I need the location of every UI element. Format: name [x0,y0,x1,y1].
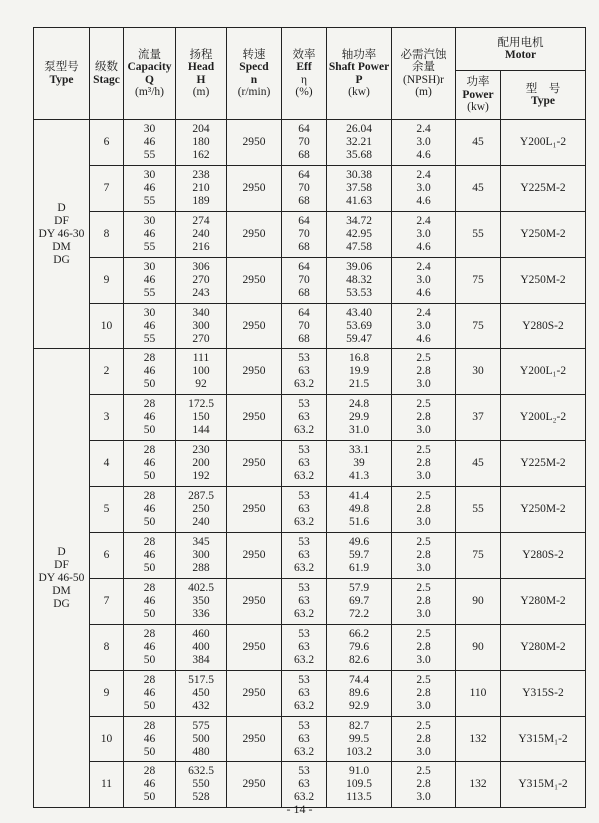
motor-type-cell: Y250M-2 [501,487,586,533]
pump-type-line: DG [53,597,70,610]
eff-cell: 64 70 68 [282,120,327,166]
capacity-cell: 28 46 50 [124,533,176,579]
pump-type-line: DM [52,240,71,253]
motor-power-cell: 132 [456,762,501,808]
col-npsh-en: (NPSH)r [403,73,444,86]
capacity-cell: 28 46 50 [124,624,176,670]
npsh-cell: 2.5 2.8 3.0 [392,762,456,808]
eff-cell: 53 63 63.2 [282,578,327,624]
eff-cell: 64 70 68 [282,165,327,211]
pump-type-line: DF [54,214,69,227]
eff-cell: 53 63 63.2 [282,395,327,441]
capacity-cell: 28 46 50 [124,487,176,533]
motor-type-cell: Y280S-2 [501,533,586,579]
table-row [34,349,586,395]
col-capacity-sym: Q [145,73,154,86]
stage-cell: 2 [90,349,124,395]
table-row [34,441,586,487]
speed-cell: 2950 [227,395,282,441]
npsh-cell: 2.5 2.8 3.0 [392,487,456,533]
stage-cell: 4 [90,441,124,487]
eff-cell: 53 63 63.2 [282,624,327,670]
power-cell: 26.04 32.21 35.68 [327,120,392,166]
eff-cell: 53 63 63.2 [282,670,327,716]
speed-cell: 2950 [227,624,282,670]
power-cell: 16.8 19.9 21.5 [327,349,392,395]
capacity-cell: 28 46 50 [124,716,176,762]
head-cell: 460 400 384 [176,624,227,670]
speed-cell: 2950 [227,303,282,349]
table-body [34,120,586,808]
eff-cell: 64 70 68 [282,303,327,349]
col-power-cn: 轴功率 [341,48,377,61]
stage-cell: 9 [90,257,124,303]
col-capacity-unit: (m³/h) [135,86,164,98]
col-head [176,28,227,120]
motor-type-cell: Y250M-2 [501,257,586,303]
npsh-cell: 2.5 2.8 3.0 [392,349,456,395]
motor-power-cell: 75 [456,257,501,303]
eff-cell: 53 63 63.2 [282,716,327,762]
power-cell: 39.06 48.32 53.53 [327,257,392,303]
pump-type-line: DY 46-30 [38,227,85,240]
table-row [34,257,586,303]
power-cell: 33.1 39 41.3 [327,441,392,487]
col-motor-en: Motor [504,49,537,61]
capacity-cell: 30 46 55 [124,257,176,303]
motor-type-cell: Y315M₁-2 [501,762,586,808]
page-number: - 14 - [286,802,313,816]
eff-cell: 64 70 68 [282,257,327,303]
table-row [34,670,586,716]
motor-power-cell: 75 [456,533,501,579]
speed-cell: 2950 [227,762,282,808]
eff-cell: 53 63 63.2 [282,533,327,579]
motor-type-cell: Y280M-2 [501,578,586,624]
head-cell: 402.5 350 336 [176,578,227,624]
power-cell: 49.6 59.7 61.9 [327,533,392,579]
npsh-cell: 2.5 2.8 3.0 [392,533,456,579]
table-row [34,624,586,670]
pump-type-line: D [57,545,66,558]
speed-cell: 2950 [227,257,282,303]
col-motor-type-cn: 型 号 [525,82,561,95]
speed-cell: 2950 [227,670,282,716]
capacity-cell: 28 46 50 [124,441,176,487]
capacity-cell: 30 46 55 [124,165,176,211]
col-head-en: Head [187,61,215,73]
motor-type-cell: Y225M-2 [501,441,586,487]
col-capacity-en: Capacity [127,61,172,73]
motor-type-cell: Y315S-2 [501,670,586,716]
npsh-cell: 2.5 2.8 3.0 [392,395,456,441]
table-row [34,395,586,441]
power-cell: 74.4 89.6 92.9 [327,670,392,716]
motor-type-cell: Y225M-2 [501,165,586,211]
motor-type-cell: Y200L₁-2 [501,120,586,166]
head-cell: 274 240 216 [176,211,227,257]
col-npsh-unit: (m) [415,86,432,98]
eff-cell: 53 63 63.2 [282,487,327,533]
head-cell: 632.5 550 528 [176,762,227,808]
col-power-unit: (kw) [348,86,370,98]
pump-spec-table [33,27,586,808]
power-cell: 82.7 99.5 103.2 [327,716,392,762]
capacity-cell: 30 46 55 [124,211,176,257]
motor-power-cell: 55 [456,487,501,533]
eff-cell: 53 63 63.2 [282,349,327,395]
col-type [34,28,90,120]
col-type-en: Type [49,73,74,86]
capacity-cell: 28 46 50 [124,578,176,624]
col-eff-cn: 效率 [292,48,316,61]
table-row [34,211,586,257]
speed-cell: 2950 [227,441,282,487]
power-cell: 43.40 53.69 59.47 [327,303,392,349]
power-cell: 34.72 42.95 47.58 [327,211,392,257]
motor-power-cell: 45 [456,120,501,166]
motor-type-cell: Y250M-2 [501,211,586,257]
power-cell: 41.4 49.8 51.6 [327,487,392,533]
head-cell: 238 210 189 [176,165,227,211]
pump-type-line: DM [52,584,71,597]
eff-cell: 64 70 68 [282,211,327,257]
head-cell: 111 100 92 [176,349,227,395]
col-eff-unit: (%) [295,86,313,98]
pump-type-line: DY 46-50 [38,571,85,584]
col-capacity [124,28,176,120]
power-cell: 66.2 79.6 82.6 [327,624,392,670]
npsh-cell: 2.5 2.8 3.0 [392,624,456,670]
motor-power-cell: 110 [456,670,501,716]
col-speed-sym: n [250,73,258,86]
power-cell: 91.0 109.5 113.5 [327,762,392,808]
col-power-sym: P [355,73,363,86]
stage-cell: 5 [90,487,124,533]
col-speed-cn: 转速 [242,48,266,61]
speed-cell: 2950 [227,120,282,166]
eff-cell: 53 63 63.2 [282,441,327,487]
speed-cell: 2950 [227,211,282,257]
npsh-cell: 2.5 2.8 3.0 [392,441,456,487]
col-speed [227,28,282,120]
npsh-cell: 2.5 2.8 3.0 [392,578,456,624]
speed-cell: 2950 [227,716,282,762]
head-cell: 172.5 150 144 [176,395,227,441]
stage-cell: 8 [90,211,124,257]
motor-power-cell: 132 [456,716,501,762]
motor-power-cell: 37 [456,395,501,441]
capacity-cell: 28 46 50 [124,395,176,441]
speed-cell: 2950 [227,578,282,624]
npsh-cell: 2.4 3.0 4.6 [392,303,456,349]
npsh-cell: 2.4 3.0 4.6 [392,257,456,303]
motor-type-cell: Y200L₁-2 [501,349,586,395]
col-motor-power-unit: (kw) [467,101,489,114]
pump-type-cell [34,120,90,349]
col-speed-unit: (r/min) [237,86,271,98]
stage-cell: 3 [90,395,124,441]
speed-cell: 2950 [227,533,282,579]
stage-cell: 10 [90,303,124,349]
col-npsh-cn2: 余量 [412,61,435,73]
capacity-cell: 30 46 55 [124,120,176,166]
stage-cell: 7 [90,165,124,211]
eff-cell: 53 63 63.2 [282,762,327,808]
npsh-cell: 2.4 3.0 4.6 [392,165,456,211]
stage-cell: 6 [90,533,124,579]
col-motor-cn: 配用电机 [497,36,544,49]
head-cell: 345 300 288 [176,533,227,579]
motor-power-cell: 90 [456,624,501,670]
col-stage-en: Stagc [93,73,120,86]
col-motor-power-cn: 功率 [466,76,490,89]
power-cell: 24.8 29.9 31.0 [327,395,392,441]
col-power-en: Shaft Power [328,61,390,73]
stage-cell: 7 [90,578,124,624]
table-row [34,533,586,579]
table-row [34,303,586,349]
col-motor-power-en: Power [462,88,494,101]
head-cell: 517.5 450 432 [176,670,227,716]
col-stage-cn: 级数 [95,61,118,73]
speed-cell: 2950 [227,349,282,395]
npsh-cell: 2.5 2.8 3.0 [392,716,456,762]
col-type-cn: 泵型号 [44,61,79,73]
col-npsh [392,28,456,120]
head-cell: 575 500 480 [176,716,227,762]
stage-cell: 9 [90,670,124,716]
col-motor [456,28,586,71]
stage-cell: 6 [90,120,124,166]
pump-type-cell [34,349,90,808]
stage-cell: 8 [90,624,124,670]
table-row [34,578,586,624]
motor-power-cell: 30 [456,349,501,395]
table-row [34,487,586,533]
head-cell: 306 270 243 [176,257,227,303]
pump-type-line: DG [53,253,70,266]
col-power [327,28,392,120]
col-motor-power [456,71,501,120]
motor-type-cell: Y200L₂-2 [501,395,586,441]
npsh-cell: 2.4 3.0 4.6 [392,120,456,166]
table-row [34,716,586,762]
head-cell: 287.5 250 240 [176,487,227,533]
pump-type-line: D [57,201,66,214]
head-cell: 230 200 192 [176,441,227,487]
capacity-cell: 28 46 50 [124,670,176,716]
speed-cell: 2950 [227,165,282,211]
col-head-cn: 扬程 [189,48,213,61]
motor-power-cell: 45 [456,441,501,487]
speed-cell: 2950 [227,487,282,533]
motor-power-cell: 55 [456,211,501,257]
capacity-cell: 28 46 50 [124,762,176,808]
col-eff [282,28,327,120]
motor-type-cell: Y280S-2 [501,303,586,349]
col-stage [90,28,124,120]
col-head-sym: H [196,73,206,86]
stage-cell: 10 [90,716,124,762]
head-cell: 340 300 270 [176,303,227,349]
table-row [34,762,586,808]
power-cell: 30.38 37.58 41.63 [327,165,392,211]
pump-type-line: DF [54,558,69,571]
table-row [34,120,586,166]
col-eff-en: Eff [296,61,312,73]
npsh-cell: 2.5 2.8 3.0 [392,670,456,716]
motor-power-cell: 75 [456,303,501,349]
motor-power-cell: 45 [456,165,501,211]
capacity-cell: 28 46 50 [124,349,176,395]
npsh-cell: 2.4 3.0 4.6 [392,211,456,257]
col-capacity-cn: 流量 [138,48,161,61]
col-npsh-cn: 必需汽蚀 [400,48,447,61]
stage-cell: 11 [90,762,124,808]
power-cell: 57.9 69.7 72.2 [327,578,392,624]
head-cell: 204 180 162 [176,120,227,166]
col-motor-type-en: Type [530,95,556,107]
motor-type-cell: Y280M-2 [501,624,586,670]
table-row [34,165,586,211]
col-speed-en: Specd [239,61,269,73]
motor-type-cell: Y315M₁-2 [501,716,586,762]
col-head-unit: (m) [192,86,210,98]
motor-power-cell: 90 [456,578,501,624]
col-eff-sym: η [300,73,307,86]
col-motor-type [501,71,586,120]
capacity-cell: 30 46 55 [124,303,176,349]
